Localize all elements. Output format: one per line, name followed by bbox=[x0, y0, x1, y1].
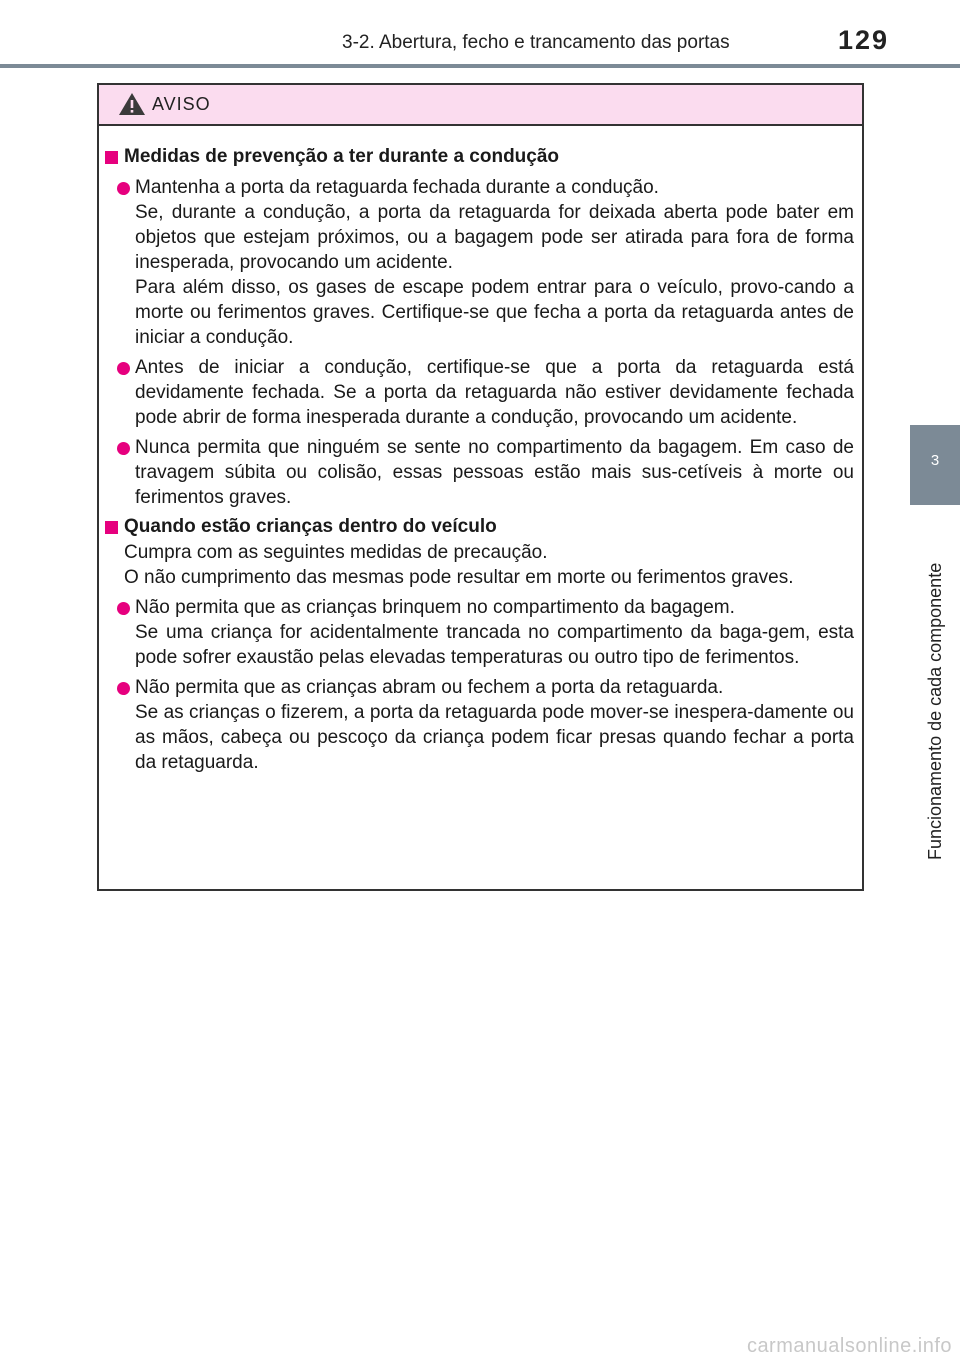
circle-bullet-icon bbox=[117, 442, 130, 455]
bullet-paragraph: Para além disso, os gases de escape podem entrar para o veículo, provo-cando a morte ou ferimentos graves. Certifique-se que fecha a porta da retaguarda antes de iniciar a condução. bbox=[135, 277, 854, 348]
circle-bullet-icon bbox=[117, 602, 130, 615]
section-heading bbox=[105, 514, 854, 540]
bullet-paragraph: Se uma criança for acidentalmente trancada no compartimento da baga-gem, esta pode sofrer exaustão pelas elevadas temperaturas ou outro tipo de ferimentos. bbox=[135, 622, 854, 668]
section-title: 3-2. Abertura, fecho e trancamento das portas bbox=[342, 32, 730, 53]
section-heading-text: Quando estão crianças dentro do veículo bbox=[124, 516, 497, 537]
circle-bullet-icon bbox=[117, 362, 130, 375]
bullet-item bbox=[105, 355, 854, 430]
section-heading-text: Medidas de prevenção a ter durante a condução bbox=[124, 146, 560, 167]
intro-paragraph: O não cumprimento das mesmas pode resultar em morte ou ferimentos graves. bbox=[124, 567, 794, 588]
warning-title: AVISO bbox=[152, 94, 211, 114]
circle-bullet-icon bbox=[117, 682, 130, 695]
bullet-paragraph: Se, durante a condução, a porta da retaguarda for deixada aberta pode bater em objetos que estejam próximos, ou a bagagem pode ser atirada para fora de forma inesperada, provocando um acidente. bbox=[135, 202, 854, 273]
bullet-paragraph: Mantenha a porta da retaguarda fechada durante a condução. bbox=[135, 177, 659, 198]
bullet-item bbox=[105, 435, 854, 510]
header-rule bbox=[0, 64, 960, 68]
warning-header bbox=[99, 85, 862, 126]
square-bullet-icon bbox=[105, 151, 118, 164]
warning-body bbox=[99, 126, 862, 775]
chapter-tab bbox=[910, 425, 960, 505]
section-intro bbox=[105, 540, 854, 590]
warning-triangle-icon bbox=[118, 92, 146, 116]
bullet-paragraph: Antes de iniciar a condução, certifique-se que a porta da retaguarda está devidamente fechada. Se a porta da retaguarda não estiver devidamente fechada pode abrir de forma inesperada durante a condução, provocando um acidente. bbox=[135, 357, 854, 428]
bullet-item bbox=[105, 595, 854, 670]
warning-section bbox=[105, 144, 854, 510]
bullet-paragraph: Não permita que as crianças brinquem no compartimento da bagagem. bbox=[135, 597, 735, 618]
warning-box bbox=[97, 83, 864, 891]
page-number: 129 bbox=[838, 25, 890, 55]
section-heading bbox=[105, 144, 854, 170]
intro-paragraph: Cumpra com as seguintes medidas de precaução. bbox=[124, 542, 548, 563]
circle-bullet-icon bbox=[117, 182, 130, 195]
bullet-item bbox=[105, 675, 854, 775]
watermark: carmanualsonline.info bbox=[746, 1335, 952, 1357]
bullet-paragraph: Não permita que as crianças abram ou fechem a porta da retaguarda. bbox=[135, 677, 724, 698]
bullet-paragraph: Nunca permita que ninguém se sente no compartimento da bagagem. Em caso de travagem súbita ou colisão, essas pessoas estão mais sus-cetíveis à morte ou ferimentos graves. bbox=[135, 437, 854, 508]
chapter-number: 3 bbox=[930, 452, 940, 469]
chapter-label: Funcionamento de cada componente bbox=[925, 562, 945, 860]
bullet-paragraph: Se as crianças o fizerem, a porta da retaguarda pode mover-se inespera-damente ou as mãos, cabeça ou pescoço da criança podem ficar presas quando fechar a porta da retaguarda. bbox=[135, 702, 854, 773]
square-bullet-icon bbox=[105, 521, 118, 534]
bullet-item bbox=[105, 175, 854, 350]
warning-section bbox=[105, 514, 854, 775]
